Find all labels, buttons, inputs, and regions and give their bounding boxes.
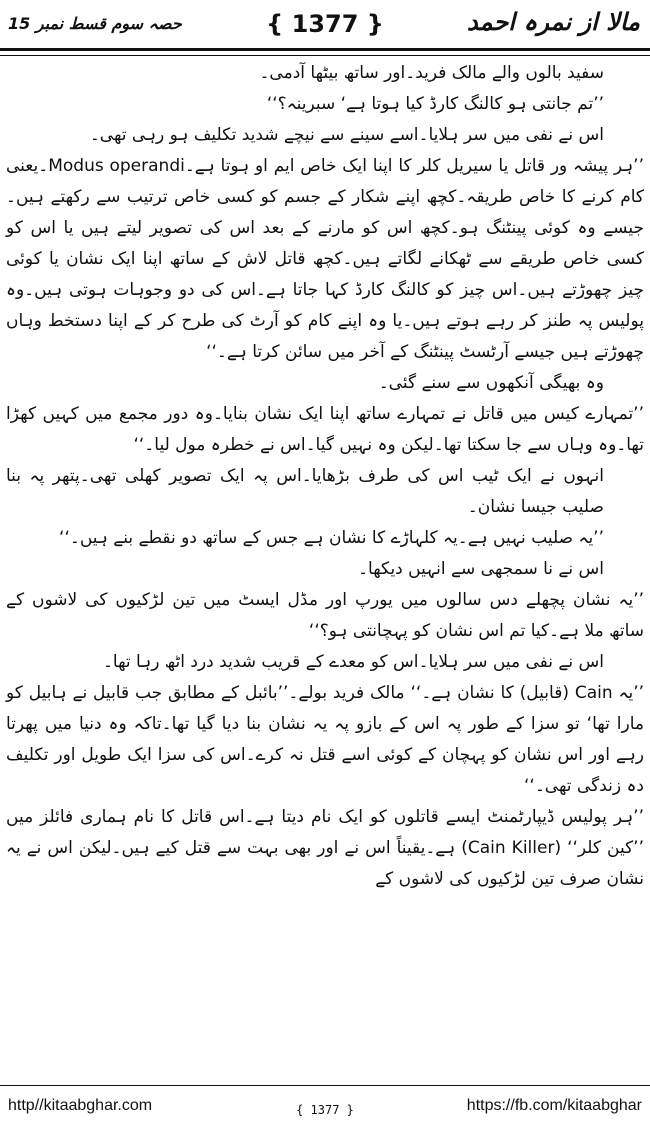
paragraph: انہوں نے ایک ٹیب اس کی طرف بڑھایا۔اس پہ ایک تصویر کھلی تھی۔پتھر پہ بنا صلیب جیسا نشان۔ (6, 466, 604, 517)
page-number-header: { 1377 } (266, 10, 384, 38)
page-body (6, 58, 644, 895)
page-number-footer: { 1377 } (296, 1103, 354, 1117)
page-header (0, 0, 650, 52)
paragraph: ’’یہ Cain (قابیل) کا نشان ہے۔‘‘ مالک فرید بولے۔’’بائبل کے مطابق جب قابیل نے ہابیل کو مارا تھا‘ تو سزا کے طور پہ اس کے بازو پہ یہ نشان بنا دیا گیا تھا۔تاکہ وہ دنیا میں پھرتا رہے اور اس نشان کو پہچان کے کوئی اسے قتل نہ کرے۔اس کی سزا ایک طویل اور تکلیف دہ زندگی تھی۔‘‘ (6, 683, 644, 796)
paragraph: اس نے نفی میں سر ہلایا۔اسے سینے سے نیچے شدید تکلیف ہو رہی تھی۔ (89, 125, 604, 145)
facebook-link[interactable]: https://fb.com/kitaabghar (466, 1097, 642, 1114)
part-episode-label: حصہ سوم قسط نمبر 15 (8, 14, 182, 33)
paragraph: ’’یہ نشان پچھلے دس سالوں میں یورپ اور مڈل ایسٹ میں تین لڑکیوں کی لاشوں کے ساتھ ملا ہے۔کیا تم اس نشان کو پہچانتی ہو؟‘‘ (6, 590, 644, 641)
paragraph: ’’یہ صلیب نہیں ہے۔یہ کلہاڑے کا نشان ہے جس کے ساتھ دو نقطے بنے ہیں۔‘‘ (59, 528, 604, 548)
footer-rule (0, 1085, 650, 1086)
paragraph: ’’تمہارے کیس میں قاتل نے تمہارے ساتھ اپنا ایک نشان بنایا۔وہ دور مجمع میں کہیں کھڑا تھا۔وہ وہاں سے جا سکتا تھا۔لیکن وہ نہیں گیا۔اس نے خطرہ مول لیا۔‘‘ (6, 404, 644, 455)
paragraph: اس نے نا سمجھی سے انہیں دیکھا۔ (358, 559, 604, 579)
paragraph: ’’ہر پیشہ ور قاتل یا سیریل کلر کا اپنا ایک خاص ایم او ہوتا ہے۔Modus operandi۔یعنی کام کرنے کا خاص طریقہ۔کچھ اپنے شکار کے جسم کو کسی خاص ترتیب سے رکھتے ہیں۔جیسے وہ کوئی پینٹنگ ہو۔کچھ اس کو مارنے کے بعد اس کی تصویر لیتے ہیں یا اس کو کسی خاص طریقے سے ٹھکانے لگاتے ہیں۔کچھ قاتل لاش کے ساتھ اپنا ایک نشان یا کوئی چیز چھوڑتے ہیں۔اس چیز کو کالنگ کارڈ کہا جاتا ہے۔اس کی دو وجوہات ہوتی ہیں۔وہ پولیس پہ طنز کر رہے ہوتے ہیں۔یا وہ اپنے کام کو آرٹ کی طرح کر کے اپنا دستخط وہاں چھوڑتے ہیں جیسے آرٹسٹ پینٹنگ کے آخر میں سائن کرتا ہے۔‘‘ (6, 156, 644, 362)
paragraph: وہ بھیگی آنکھوں سے سنے گئی۔ (378, 373, 604, 393)
paragraph: اس نے نفی میں سر ہلایا۔اس کو معدے کے قریب شدید درد اٹھ رہا تھا۔ (102, 652, 604, 672)
header-rule-thin (0, 55, 650, 56)
paragraph: ’’تم جانتی ہو کالنگ کارڈ کیا ہوتا ہے‘ سبرینہ؟‘‘ (266, 94, 604, 114)
website-link[interactable]: http//kitaabghar.com (8, 1097, 153, 1114)
paragraph: ’’ہر پولیس ڈیپارٹمنٹ ایسے قاتلوں کو ایک نام دیتا ہے۔اس قاتل کا نام ہماری فائلز میں ’’کین کلر‘‘ (Cain Killer) ہے۔یقیناً اس نے اور بھی بہت سے قتل کیے ہیں۔لیکن اس نے یہ نشان صرف تین لڑکیوں کی لاشوں کے (6, 807, 644, 889)
header-rule (0, 48, 650, 51)
book-title: مالا از نمرہ احمد (466, 8, 640, 36)
paragraph: سفید بالوں والے مالک فرید۔اور ساتھ بیٹھا آدمی۔ (259, 63, 604, 83)
